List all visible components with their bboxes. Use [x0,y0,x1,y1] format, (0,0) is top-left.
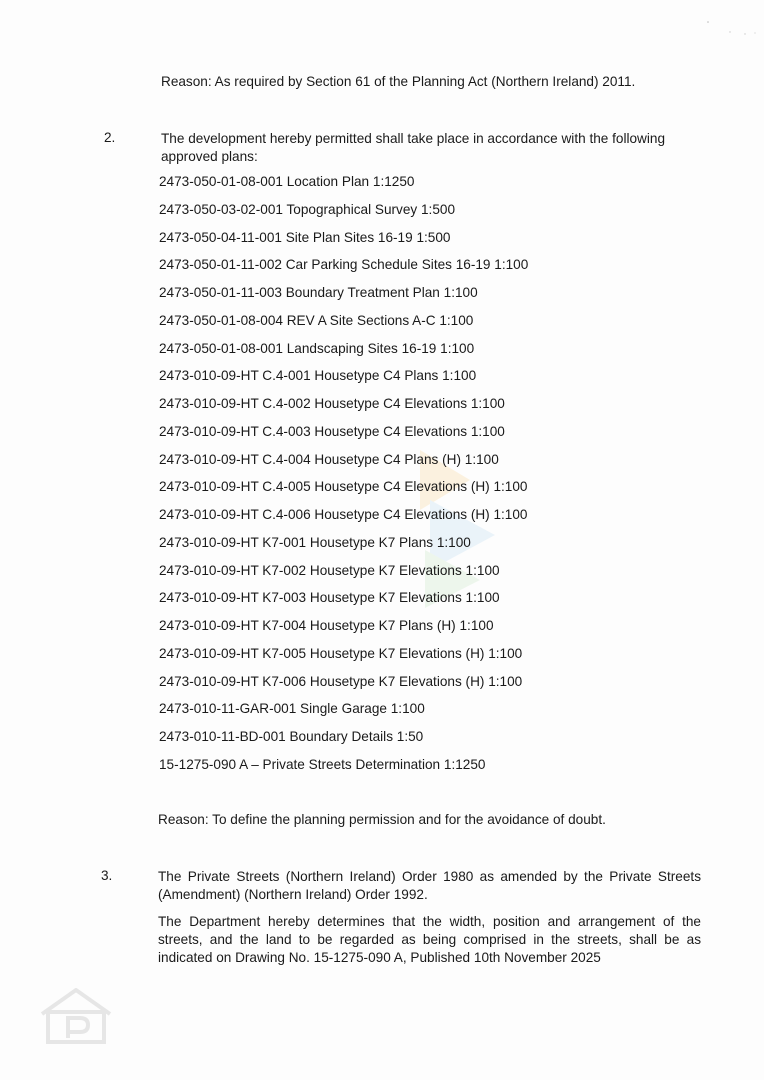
list-item: 2473-010-09-HT K7-006 Housetype K7 Elevations (H) 1:100 [159,673,523,689]
list-item: 2473-050-03-02-001 Topographical Survey 1:500 [159,201,456,217]
list-item: 15-1275-090 A – Private Streets Determination 1:1250 [159,756,486,772]
approved-plans-list [159,173,528,784]
list-item: 2473-010-09-HT K7-004 Housetype K7 Plans (H) 1:100 [159,618,494,633]
section3-order-text: The Private Streets (Northern Ireland) Order 1980 as amended by the Private Streets (Amendment) (Northern Ireland) Order 1992. [158,869,701,902]
list-item: 2473-010-11-GAR-001 Single Garage 1:100 [159,701,425,717]
list-item: 2473-050-01-11-002 Car Parking Schedule Sites 16-19 1:100 [159,257,529,273]
section3-determination-text: The Department hereby determines that the width, position and arrangement of the streets, and the land to be regarded as being comprised in the streets, shall be as indicated on Drawing No. 15-1275-090 A, Published 10th November 2025 [158,914,701,965]
list-item: 2473-050-01-08-004 REV A Site Sections A-C 1:100 [159,312,474,328]
list-item: 2473-010-09-HT K7-002 Housetype K7 Elevations 1:100 [159,562,500,578]
scan-specks [700,18,760,42]
list-item: 2473-010-09-HT C.4-005 Housetype C4 Elevations (H) 1:100 [159,479,528,495]
list-item: 2473-010-09-HT K7-005 Housetype K7 Elevations (H) 1:100 [159,645,523,661]
list-item: 2473-010-11-BD-001 Boundary Details 1:50 [159,729,424,744]
list-item: 2473-010-09-HT C.4-003 Housetype C4 Elevations 1:100 [159,423,505,439]
property-house-logo-icon [38,986,114,1044]
list-item: 2473-010-09-HT C.4-004 Housetype C4 Plans (H) 1:100 [159,451,499,467]
list-item: 2473-050-01-11-003 Boundary Treatment Plan 1:100 [159,285,478,300]
list-item: 2473-010-09-HT K7-003 Housetype K7 Elevations 1:100 [159,590,500,606]
list-item: 2473-050-01-08-001 Location Plan 1:1250 [159,174,415,189]
list-item: 2473-050-01-08-001 Landscaping Sites 16-19 1:100 [159,340,475,356]
section2-reason: Reason: To define the planning permission and for the avoidance of doubt. [158,812,606,827]
section3-number: 3. [101,868,113,883]
list-item: 2473-010-09-HT C.4-002 Housetype C4 Elevations 1:100 [159,396,505,411]
list-item: 2473-010-09-HT K7-001 Housetype K7 Plans 1:100 [159,534,471,550]
list-item: 2473-010-09-HT C.4-001 Housetype C4 Plans 1:100 [159,368,477,384]
section2-number: 2. [104,130,116,145]
list-item: 2473-050-04-11-001 Site Plan Sites 16-19 1:500 [159,229,451,245]
section2-intro: The development hereby permitted shall take place in accordance with the following approved plans: [161,131,666,164]
section1-reason: Reason: As required by Section 61 of the Planning Act (Northern Ireland) 2011. [161,74,636,89]
list-item: 2473-010-09-HT C.4-006 Housetype C4 Elevations (H) 1:100 [159,507,528,522]
